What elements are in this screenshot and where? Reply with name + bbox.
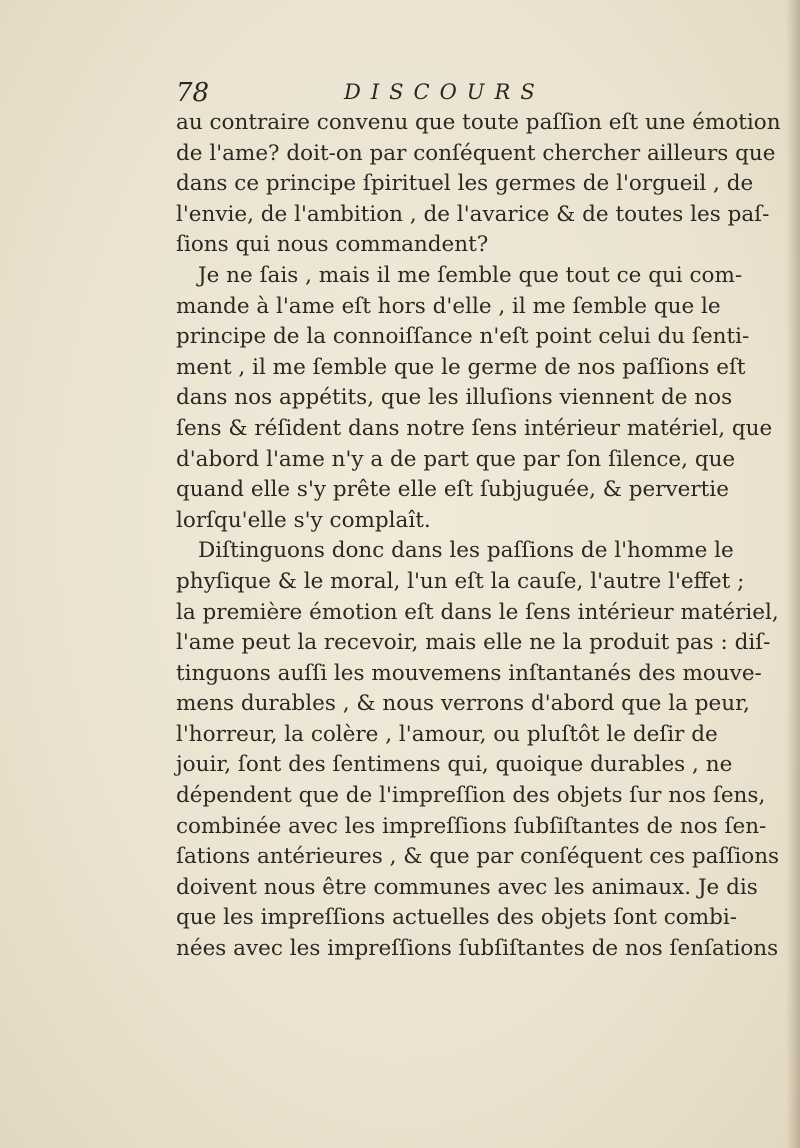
text-line: ſions qui nous commandent? bbox=[176, 232, 489, 258]
page-edge-shadow bbox=[786, 0, 800, 1148]
text-line: dépendent que de l'impreſſion des objets ſur nos ſens, bbox=[176, 783, 766, 809]
text-line: la première émotion eſt dans le ſens intérieur matériel, bbox=[176, 599, 779, 625]
text-line: dans nos appétits, que les illuſions viennent de nos bbox=[176, 385, 733, 411]
text-line: ment , il me ſemble que le germe de nos paſſions eſt bbox=[176, 354, 746, 380]
body-text bbox=[176, 108, 781, 965]
text-line: jouir, ſont des ſentimens qui, quoique durables , ne bbox=[176, 752, 733, 778]
text-line: dans ce principe ſpirituel les germes de l'orgueil , de bbox=[176, 171, 754, 197]
text-line: quand elle s'y prête elle eſt ſubjuguée, & pervertie bbox=[176, 477, 729, 503]
text-line: au contraire convenu que toute paſſion eſt une émotion bbox=[176, 110, 781, 135]
text-line: l'ame peut la recevoir, mais elle ne la produit pas : diſ- bbox=[176, 630, 771, 656]
text-line: l'envie, de l'ambition , de l'avarice & de toutes les paſ- bbox=[176, 201, 770, 227]
text-line: mande à l'ame eſt hors d'elle , il me ſemble que le bbox=[176, 293, 721, 319]
text-line: ſens & réſident dans notre ſens intérieur matériel, que bbox=[176, 415, 773, 441]
text-line: de l'ame? doit-on par conſéquent chercher ailleurs que bbox=[176, 140, 776, 166]
text-line: Je ne ſais , mais il me ſemble que tout ce qui com- bbox=[198, 262, 743, 288]
text-line: mens durables , & nous verrons d'abord que la peur, bbox=[176, 691, 750, 717]
text-line: combinée avec les impreſſions ſubſiſtantes de nos ſen- bbox=[176, 813, 767, 839]
text-line: Diſtinguons donc dans les paſſions de l'homme le bbox=[198, 538, 734, 564]
text-line: que les impreſſions actuelles des objets ſont combi- bbox=[176, 905, 737, 931]
running-title: DISCOURS bbox=[344, 80, 545, 104]
text-line: l'horreur, la colère , l'amour, ou pluſtôt le deſir de bbox=[176, 721, 718, 747]
text-line: lorſqu'elle s'y complaît. bbox=[176, 507, 431, 533]
text-line: nées avec les impreſſions ſubſiſtantes de nos ſenſations bbox=[176, 936, 779, 962]
text-line: tinguons auſſi les mouvemens inſtantanés des mouve- bbox=[176, 660, 762, 686]
text-line: ſations antérieures , & que par conſéquent ces paſſions bbox=[176, 844, 780, 870]
page-number: 78 bbox=[176, 78, 210, 108]
text-line: doivent nous être communes avec les animaux. Je dis bbox=[176, 874, 758, 900]
text-line: d'abord l'ame n'y a de part que par ſon ſilence, que bbox=[176, 446, 736, 472]
text-line: principe de la connoiſſance n'eſt point celui du ſenti- bbox=[176, 324, 750, 350]
text-line: phyſique & le moral, l'un eſt la cauſe, l'autre l'effet ; bbox=[176, 568, 745, 594]
